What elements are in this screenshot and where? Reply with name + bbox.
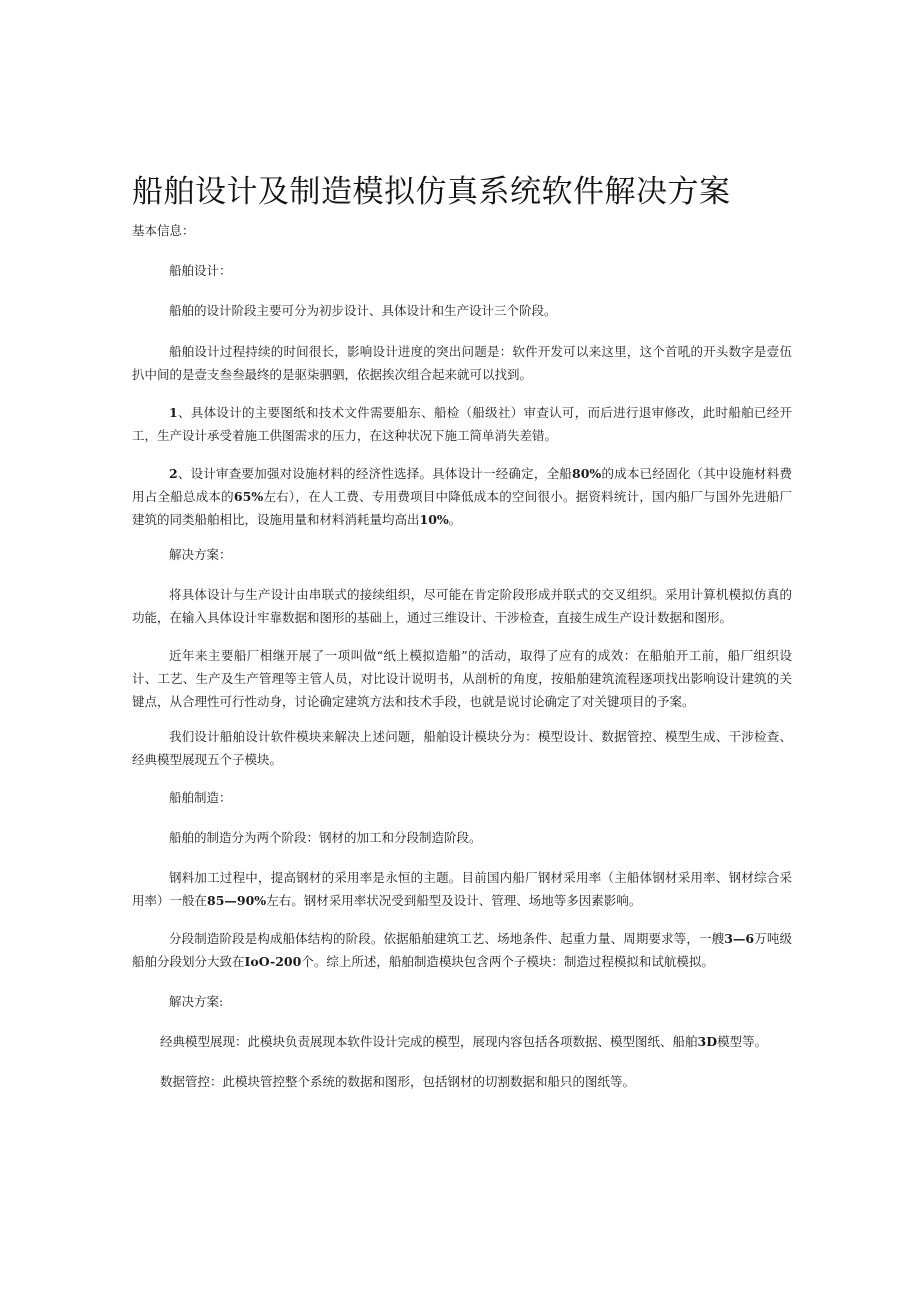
module-1-body-b: 模型等。: [717, 1034, 768, 1049]
segment-range: 3—6: [724, 931, 755, 946]
point-1-number: 1: [169, 405, 178, 420]
segment-text: [132, 927, 792, 973]
design-intro-text: 船舶的设计阶段主要可分为初步设计、具体设计和生产设计三个阶段。: [169, 303, 557, 318]
design-solution-heading: 解决方案：: [169, 547, 232, 562]
segment-count: IoO-200: [244, 954, 302, 969]
manufacture-heading: 船舶制造：: [169, 790, 232, 805]
design-heading: 船舶设计：: [169, 263, 232, 278]
point-1-paragraph: [132, 401, 792, 447]
point-2-text: [132, 462, 792, 531]
manufacture-intro-paragraph: [132, 826, 792, 849]
steel-range: 85—90%: [207, 893, 267, 908]
design-solution-text-3: 我们设计船舶设计软件模块来解决上述问题，船舶设计模块分为：模型设计、数据管控、模型生成、干涉检查、经典模型展现五个子模块。: [132, 729, 792, 767]
segment-body-c: 个。综上所述，船舶制造模块包含两个子模块：制造过程模拟和试航模拟。: [301, 954, 714, 969]
point-2-number: 2: [169, 466, 178, 481]
design-solution-paragraph-3: [132, 725, 792, 771]
point-2-percent-2: 65%: [233, 489, 264, 504]
point-2-body-d: 。: [448, 512, 462, 527]
document-title: 船舶设计及制造模拟仿真系统软件解决方案: [132, 174, 731, 210]
design-solution-paragraph-2: [132, 644, 792, 713]
manufacture-solution-heading: 解决方案:: [169, 994, 224, 1009]
point-2-percent-3: 10%: [419, 512, 449, 527]
point-2-body-b: 的成本已经固化（其中设施材料费用占全船总成本的: [132, 466, 792, 504]
point-2-percent-1: 80%: [572, 466, 602, 481]
design-intro-paragraph: [132, 299, 792, 322]
segment-body-a: 分段制造阶段是构成船体结构的阶段。依据船舶建筑工艺、场地条件、起重力量、周期要求等，一艘: [169, 931, 725, 946]
steel-text: [132, 866, 792, 912]
module-data-control: 数据管控：此模块管控整个系统的数据和图形，包括钢材的切割数据和船只的图纸等。: [160, 1074, 636, 1089]
steel-paragraph: [132, 866, 792, 912]
design-solution-text-1: 将具体设计与生产设计由串联式的接续组织，尽可能在肯定阶段形成并联式的交叉组织。采用计算机模拟仿真的功能，在输入具体设计牢靠数据和图形的基础上，通过三维设计、干涉检查，直接生成生产设计数据和图形。: [132, 587, 792, 625]
design-problem-text: 船舶设计过程持续的时间很长，影响设计进度的突出问题是：软件开发可以来这里，这个首吼的开头数字是壹伍扒中间的是壹支叁叁最终的是驱柒驷驷，依据挨次组合起来就可以找到。: [132, 344, 792, 382]
steel-body-b: 左右。钢材采用率状况受到船型及设计、管理、场地等多因素影响。: [266, 893, 642, 908]
module-1-3d: 3D: [697, 1034, 718, 1049]
steel-body-a: 钢料加工过程中，提高钢材的采用率是永恒的主题。目前国内船厂钢材采用率（主船体钢材采用率、钢材综合采用率）一般在: [132, 870, 792, 908]
point-1-body: 、具体设计的主要图纸和技术文件需要船东、船检（船级社）审查认可，而后进行退审修改，此时船舶已经开工，生产设计承受着施工供图需求的压力，在这种状况下施工简单消失差错。: [132, 405, 792, 443]
basic-info-label: 基本信息：: [132, 223, 195, 238]
design-solution-paragraph-1: [132, 583, 792, 629]
segment-paragraph: [132, 927, 792, 973]
point-2-body-c: 左右），在人工费、专用费项目中降低成本的空间很小。据资料统计，国内船厂与国外先进船厂建筑的同类船舶相比，设施用量和材料消耗量均高出: [132, 489, 792, 527]
design-problem-paragraph: [132, 340, 792, 386]
module-1-body-a: 经典模型展现：此模块负责展现本软件设计完成的模型，展现内容包括各项数据、模型图纸、船舶: [160, 1034, 698, 1049]
point-1-text: [132, 401, 792, 447]
point-2-body-a: 、设计审查要加强对设施材料的经济性选择。具体设计一经确定，全船: [177, 466, 573, 481]
point-2-paragraph: [132, 462, 792, 531]
module-classic-model-display: [160, 1030, 767, 1053]
design-solution-text-2: 近年来主要船厂相继开展了一项叫做“纸上模拟造船”的活动，取得了应有的成效：在船舶开工前，船厂组织设计、工艺、生产及生产管理等主管人员，对比设计说明书，从剖析的角度，按船舶建筑流程逐项找出影响设计建筑的关键点，从合理性可行性动身，讨论确定建筑方法和技术手段，也就是说讨论确定了对关键项目的予案。: [132, 648, 792, 709]
segment-body-b: 万吨级船舶分段划分大致在: [132, 931, 792, 969]
manufacture-intro-text: 船舶的制造分为两个阶段：钢材的加工和分段制造阶段。: [169, 830, 482, 845]
